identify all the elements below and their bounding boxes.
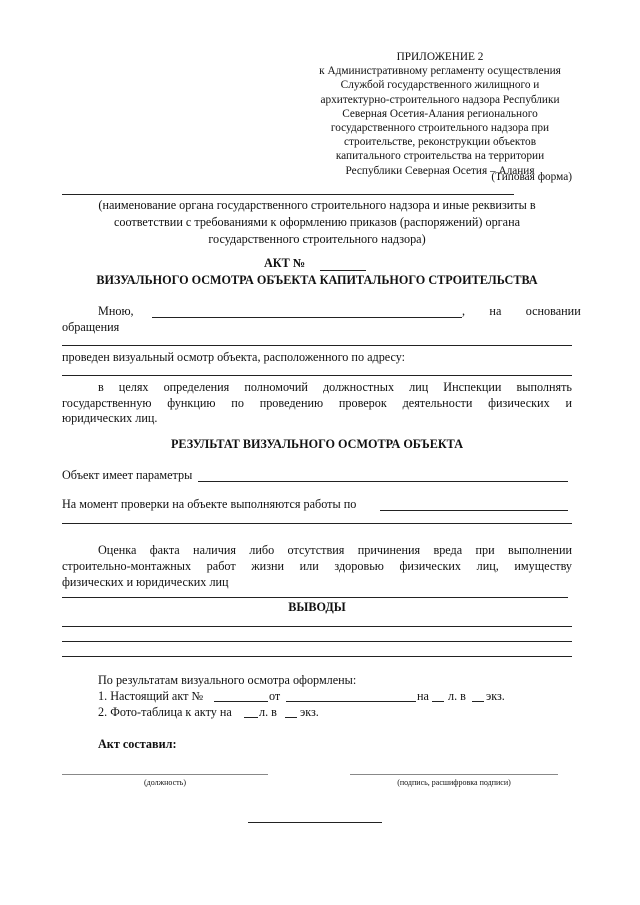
purpose-line-1: в целях определения полномочий должностных лиц Инспекции выполнять <box>98 380 572 394</box>
authority-line <box>62 194 514 195</box>
appendix-line-7: капитального строительства на территории <box>335 150 545 163</box>
form-type: (Типовая форма) <box>491 171 572 183</box>
formed-label: По результатам визуального осмотра оформлены: <box>98 673 357 687</box>
address-line <box>62 375 572 376</box>
appendix-block <box>300 50 580 178</box>
inspected-label: проведен визуальный осмотр объекта, расположенного по адресу: <box>62 350 406 364</box>
authority-note-line-1: (наименование органа государственного строительного надзора и иные реквизиты в <box>98 198 536 212</box>
conclusions-line-2 <box>62 641 572 642</box>
inspector-line <box>152 317 462 318</box>
item2-sheets-line <box>244 717 258 718</box>
conclusions-heading: ВЫВОДЫ <box>288 600 346 614</box>
appeal-line <box>62 345 572 346</box>
signature-caption: (подпись, расшифровка подписи) <box>397 778 511 787</box>
appendix-line-1: к Административному регламенту осуществления <box>319 65 561 78</box>
item1-act-label: 1. Настоящий акт № <box>98 689 204 703</box>
appendix-title: ПРИЛОЖЕНИЕ 2 <box>396 51 484 63</box>
conclusions-line-3 <box>62 656 572 657</box>
act-number-label: АКТ № <box>264 256 306 270</box>
item1-date-line <box>286 701 416 702</box>
item1-copies-label: экз. <box>486 689 505 703</box>
position-line <box>62 774 268 775</box>
signature-line <box>350 774 558 775</box>
appendix-line-8: Республики Северная Осетия – Алания <box>345 164 535 177</box>
works-label: На момент проверки на объекте выполняются работы по <box>62 497 357 511</box>
on-basis-label: , на основании <box>462 304 581 318</box>
footer-line <box>248 822 382 823</box>
item2-copies-line <box>285 717 297 718</box>
item1-on-label: на <box>417 689 429 703</box>
conclusions-line-1 <box>62 626 572 627</box>
position-caption: (должность) <box>144 778 186 787</box>
purpose-line-2: государственную функцию по проведению проверок деятельности физических и <box>62 396 572 410</box>
works-line-2 <box>62 523 572 524</box>
authority-note <box>62 197 572 248</box>
harm-line-2: строительно-монтажных работ жизни или здоровью физических лиц, имуществу <box>62 559 572 573</box>
appendix-line-4: Северная Осетия-Алания регионального <box>342 107 538 120</box>
act-number-line <box>320 270 366 271</box>
works-line <box>380 510 568 511</box>
result-heading: РЕЗУЛЬТАТ ВИЗУАЛЬНОГО ОСМОТРА ОБЪЕКТА <box>170 437 464 451</box>
purpose-line-3: юридических лиц. <box>62 411 158 425</box>
item2-photo-label: 2. Фото-таблица к акту на <box>98 705 232 719</box>
item2-copies-label: экз. <box>300 705 319 719</box>
item2-sheets-label: л. в <box>259 705 277 719</box>
harm-line-3: физических и юридических лиц <box>62 575 229 589</box>
me-label: Мною, <box>98 304 134 318</box>
params-label: Объект имеет параметры <box>62 468 193 482</box>
authority-note-line-3: государственного строительного надзора) <box>208 232 426 246</box>
item1-sheets-line <box>432 701 444 702</box>
item1-from-label: от <box>269 689 281 703</box>
appendix-line-5: государственного строительного надзора при <box>330 122 550 135</box>
params-line <box>198 481 568 482</box>
appendix-line-3: архитектурно-строительного надзора Республики <box>320 93 560 106</box>
appeal-label: обращения <box>62 320 120 334</box>
item1-number-line <box>214 701 268 702</box>
act-title: ВИЗУАЛЬНОГО ОСМОТРА ОБЪЕКТА КАПИТАЛЬНОГО СТРОИТЕЛЬСТВА <box>96 273 538 287</box>
authority-note-line-2: соответствии с требованиями к оформлению приказов (распоряжений) органа <box>113 215 520 229</box>
appendix-line-6: строительстве, реконструкции объектов <box>343 136 537 149</box>
item1-copies-line <box>472 701 484 702</box>
harm-answer-line <box>62 597 568 598</box>
act-composed-label: Акт составил: <box>98 737 177 751</box>
harm-line-1: Оценка факта наличия либо отсутствия причинения вреда при выполнении <box>98 543 572 557</box>
appendix-line-2: Службой государственного жилищного и <box>340 79 540 92</box>
item1-sheets-label: л. в <box>448 689 466 703</box>
